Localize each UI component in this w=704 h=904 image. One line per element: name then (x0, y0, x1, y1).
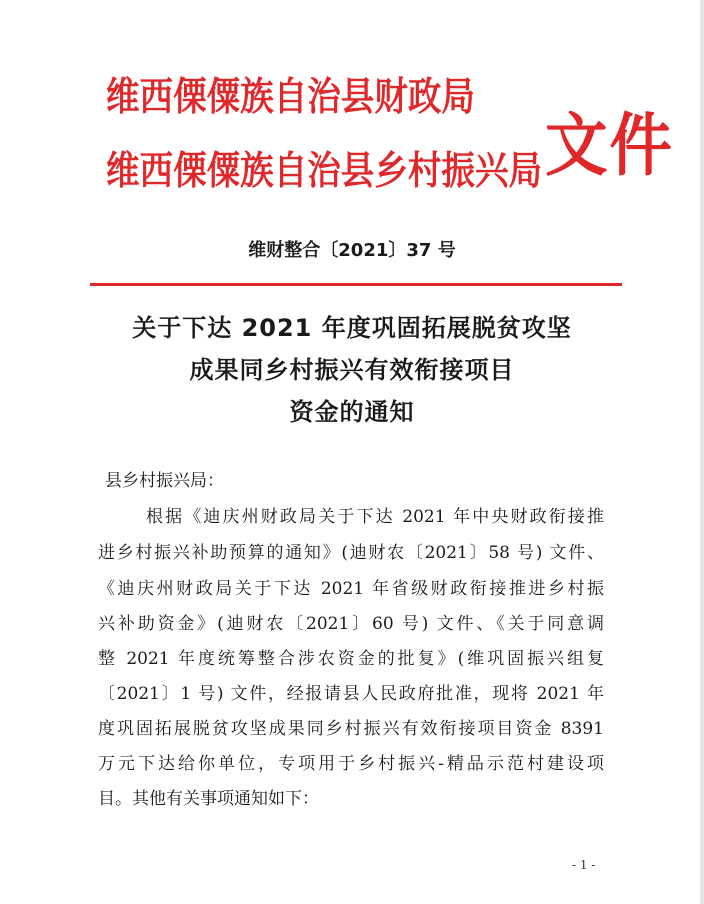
doc-type-label: 文件 (545, 107, 674, 186)
body-line: 〔2021〕1 号) 文件，经报请县人民政府批准，现将 2021 年 (98, 684, 604, 704)
title-line-3: 资金的通知 (289, 398, 415, 426)
document-number: 维财整合〔2021〕37 号 (248, 240, 456, 261)
body-line: 《迪庆州财政局关于下达 2021 年省级财政衔接推进乡村振 (98, 579, 604, 599)
page-edge (700, 0, 704, 904)
issuer-line-finance-bureau: 维西傈僳族自治县财政局 (106, 75, 475, 120)
title-line-2: 成果同乡村振兴有效衔接项目 (189, 356, 515, 384)
red-divider (90, 283, 622, 286)
issuer-line-rural-revitalization-bureau: 维西傈僳族自治县乡村振兴局 (106, 149, 543, 194)
body-line: 根据《迪庆州财政局关于下达 2021 年中央财政衔接推 (146, 507, 604, 527)
page-number: - 1 - (572, 858, 596, 872)
title-line-1: 关于下达 2021 年度巩固拓展脱贫攻坚 (132, 314, 572, 342)
body-line: 目。其他有关事项通知如下： (98, 789, 319, 809)
body-line: 兴补助资金》(迪财农〔2021〕60 号) 文件、《关于同意调 (98, 614, 604, 634)
body-line: 整 2021 年度统筹整合涉农资金的批复》(维巩固振兴组复 (98, 649, 604, 669)
body-line: 度巩固拓展脱贫攻坚成果同乡村振兴有效衔接项目资金 8391 (98, 719, 604, 739)
body-line: 进乡村振兴补助预算的通知》(迪财农〔2021〕58 号) 文件、 (98, 543, 604, 563)
body-line: 万元下达给你单位，专项用于乡村振兴-精品示范村建设项 (98, 754, 604, 774)
salutation: 县乡村振兴局： (105, 471, 224, 491)
